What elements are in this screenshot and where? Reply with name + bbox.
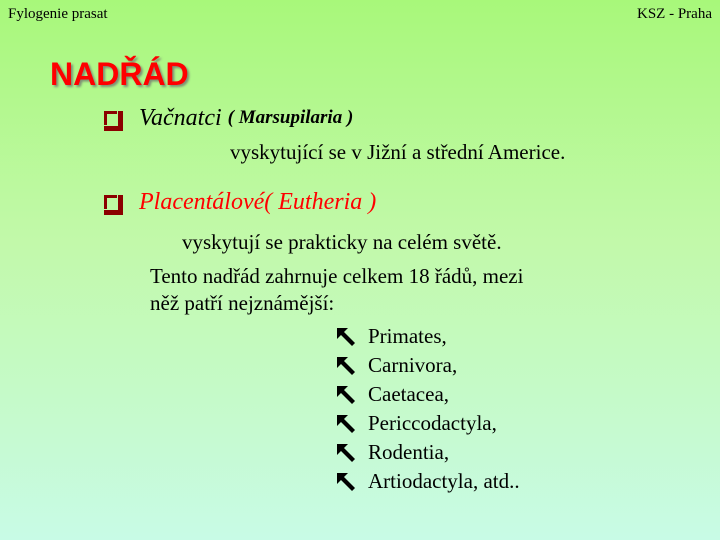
bullet-name: Vačnatci — [139, 104, 222, 131]
list-item — [336, 322, 520, 351]
bullet-name: Placentálové( Eutheria ) — [139, 188, 377, 215]
bullet-eutheria — [104, 186, 376, 218]
orders-list — [336, 322, 520, 496]
bullet-marsupialia — [104, 102, 353, 134]
paragraph-line-2: něž patří nejznámější: — [150, 291, 335, 315]
square-bullet-icon — [104, 195, 117, 209]
arrow-up-left-icon — [336, 327, 356, 347]
header-right: KSZ - Praha — [637, 6, 712, 22]
bullet-description: vyskytující se v Jižní a střední Americe. — [230, 140, 566, 164]
order-name: Artiodactyla, atd.. — [368, 469, 520, 493]
list-item — [336, 467, 520, 496]
arrow-up-left-icon — [336, 443, 356, 463]
order-name: Primates, — [368, 324, 447, 348]
list-item — [336, 351, 520, 380]
arrow-up-left-icon — [336, 472, 356, 492]
order-name: Carnivora, — [368, 353, 458, 377]
header-left: Fylogenie prasat — [8, 6, 108, 22]
order-name: Caetacea, — [368, 382, 450, 406]
bullet-description: vyskytují se prakticky na celém světě. — [182, 230, 502, 254]
arrow-up-left-icon — [336, 356, 356, 376]
list-item — [336, 438, 520, 467]
list-item — [336, 380, 520, 409]
arrow-up-left-icon — [336, 414, 356, 434]
paragraph-line-1: Tento nadřád zahrnuje celkem 18 řádů, mezi — [150, 264, 524, 288]
list-item — [336, 409, 520, 438]
arrow-up-left-icon — [336, 385, 356, 405]
order-name: Periccodactyla, — [368, 411, 497, 435]
square-bullet-icon — [104, 111, 117, 125]
slide-title: NADŘÁD — [50, 56, 189, 92]
bullet-latin: ( Marsupilaria ) — [227, 107, 354, 128]
order-name: Rodentia, — [368, 440, 450, 464]
